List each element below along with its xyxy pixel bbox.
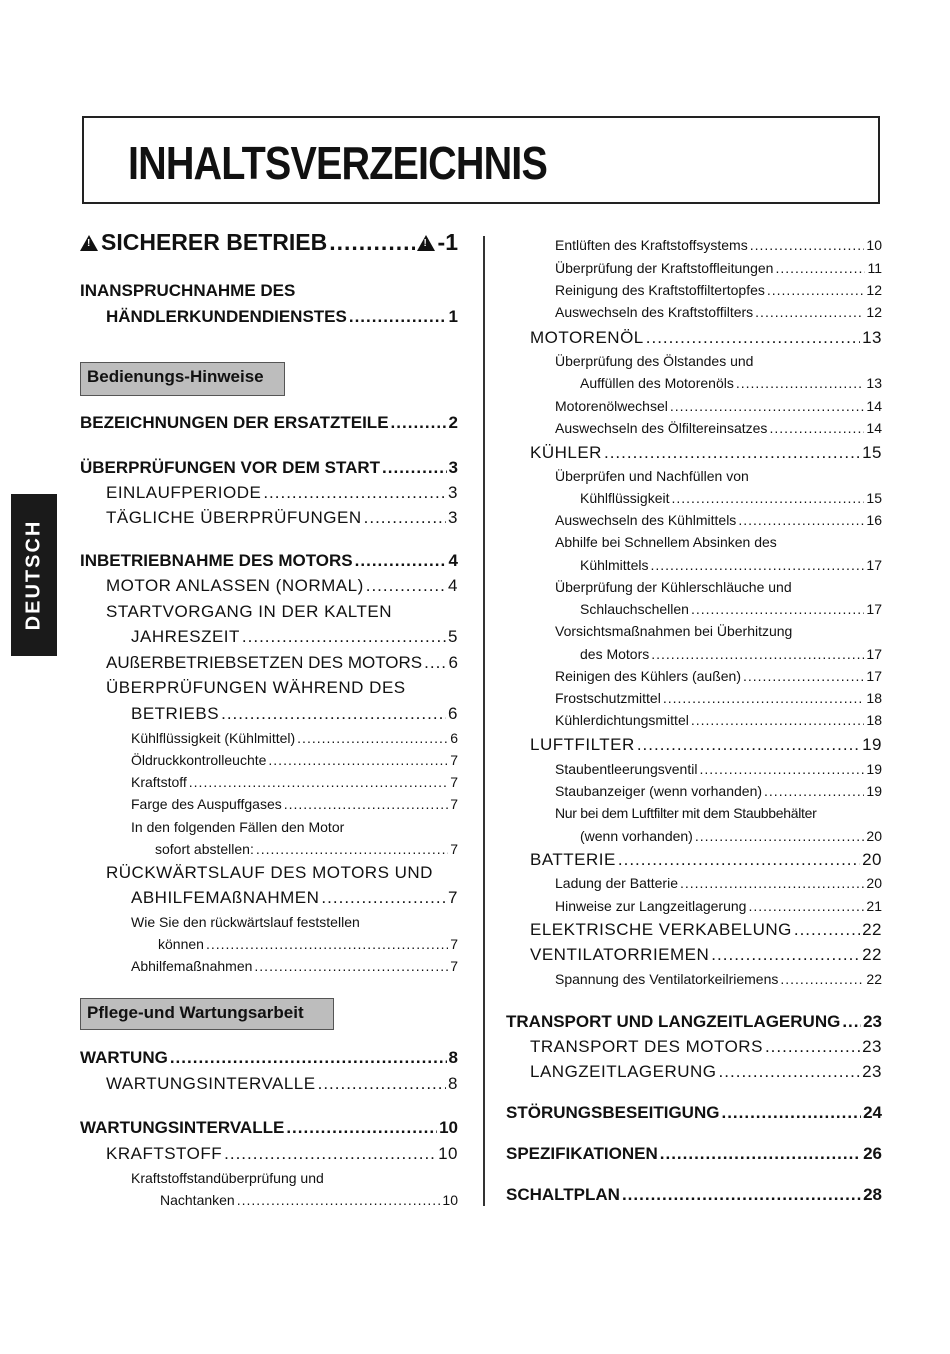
toc-entry-text: JAHRESZEIT bbox=[131, 627, 240, 646]
toc-entry-page: 7 bbox=[450, 841, 458, 857]
toc-entry[interactable] bbox=[555, 468, 749, 484]
toc-entry[interactable] bbox=[155, 841, 458, 857]
toc-entry-text: WARTUNG bbox=[80, 1048, 168, 1067]
toc-entry[interactable] bbox=[506, 1103, 882, 1123]
toc-entry-text: TRANSPORT DES MOTORS bbox=[530, 1037, 763, 1056]
toc-entry-page: 18 bbox=[866, 690, 882, 706]
toc-entry-page: 23 bbox=[862, 1037, 882, 1056]
toc-entry-page: 13 bbox=[862, 328, 882, 347]
leader-dots bbox=[775, 260, 865, 276]
leader-dots bbox=[604, 443, 860, 463]
leader-dots bbox=[221, 704, 446, 724]
toc-entry[interactable] bbox=[80, 551, 458, 571]
toc-entry-text: Wie Sie den rückwärtslauf feststellen bbox=[131, 914, 360, 930]
leader-dots bbox=[622, 1185, 861, 1205]
toc-entry-page: 22 bbox=[862, 945, 882, 964]
toc-entry[interactable] bbox=[555, 783, 882, 799]
leader-dots bbox=[691, 712, 865, 728]
toc-entry[interactable] bbox=[106, 307, 458, 327]
leader-dots bbox=[329, 229, 414, 256]
toc-entry-text: Schlauchschellen bbox=[580, 601, 689, 617]
leader-dots bbox=[660, 1144, 861, 1164]
toc-entry[interactable] bbox=[555, 534, 777, 550]
safety-page: -1 bbox=[437, 229, 458, 255]
toc-entry[interactable] bbox=[555, 623, 792, 639]
toc-entry-page: 15 bbox=[866, 490, 882, 506]
leader-dots bbox=[695, 828, 865, 844]
toc-entry-text: Staubanzeiger (wenn vorhanden) bbox=[555, 783, 763, 799]
toc-entry-page: 14 bbox=[866, 398, 882, 414]
toc-entry[interactable] bbox=[555, 353, 753, 369]
toc-entry[interactable] bbox=[131, 774, 458, 790]
leader-dots bbox=[382, 458, 447, 478]
toc-entry[interactable] bbox=[530, 328, 882, 348]
toc-entry-text: Vorsichtsmaßnahmen bei Überhitzung bbox=[555, 623, 793, 639]
leader-dots bbox=[842, 1012, 861, 1032]
toc-entry-text: Abhilfemaßnahmen bbox=[131, 958, 253, 974]
leader-dots bbox=[263, 483, 446, 503]
leader-dots bbox=[736, 375, 865, 391]
leader-dots bbox=[284, 796, 448, 812]
toc-entry-page: 17 bbox=[866, 601, 882, 617]
toc-entry-page: 6 bbox=[448, 704, 458, 723]
toc-entry[interactable] bbox=[580, 828, 882, 844]
leader-dots bbox=[318, 1074, 446, 1094]
toc-entry-text: WARTUNGSINTERVALLE bbox=[106, 1074, 316, 1093]
toc-entry-page: 26 bbox=[863, 1144, 882, 1163]
toc-entry-page: 6 bbox=[450, 730, 458, 746]
toc-entry-text: ÜBERPRÜFUNGEN WÄHREND DES bbox=[106, 678, 406, 697]
toc-entry-text: Reinigen des Kühlers (außen) bbox=[555, 668, 741, 684]
toc-entry-text: ÜBERPRÜFUNGEN VOR DEM START bbox=[80, 458, 381, 477]
toc-entry[interactable] bbox=[530, 1037, 882, 1057]
safety-title: SICHERER BETRIEB bbox=[101, 229, 328, 255]
toc-entry-text: VENTILATORRIEMEN bbox=[530, 945, 710, 964]
toc-entry-text: Überprüfung der Kühlerschläuche und bbox=[555, 579, 792, 595]
leader-dots bbox=[391, 413, 447, 433]
toc-entry-text: Abhilfe bei Schnellem Absinken des bbox=[555, 534, 777, 550]
toc-entry-text: In den folgenden Fällen den Motor bbox=[131, 819, 345, 835]
toc-entry-page: 23 bbox=[862, 1062, 882, 1081]
toc-entry-text: Auffüllen des Motorenöls bbox=[580, 375, 734, 391]
toc-entry-page: 8 bbox=[448, 1074, 458, 1093]
toc-entry[interactable] bbox=[580, 375, 882, 391]
leader-dots bbox=[189, 774, 448, 790]
toc-entry[interactable] bbox=[506, 1185, 882, 1205]
toc-entry-text: SCHALTPLAN bbox=[506, 1185, 620, 1204]
leader-dots bbox=[286, 1118, 437, 1138]
toc-entry[interactable] bbox=[80, 281, 295, 301]
toc-entry-text: Kraftstoffstandüberprüfung und bbox=[131, 1170, 324, 1186]
leader-dots bbox=[224, 1144, 436, 1164]
toc-entry[interactable] bbox=[506, 1012, 882, 1032]
warning-icon bbox=[80, 235, 98, 251]
leader-dots bbox=[321, 888, 446, 908]
toc-entry[interactable] bbox=[580, 557, 882, 573]
toc-entry-text: Nachtanken bbox=[160, 1192, 235, 1208]
toc-entry[interactable] bbox=[506, 1144, 882, 1164]
toc-entry-text: Auswechseln des Kühlmittels bbox=[555, 512, 737, 528]
leader-dots bbox=[794, 920, 860, 940]
toc-entry-page: 14 bbox=[866, 420, 882, 436]
toc-entry[interactable] bbox=[555, 237, 882, 253]
leader-dots bbox=[646, 328, 860, 348]
toc-entry-text: Überprüfung der Kraftstoffleitungen bbox=[555, 260, 774, 276]
toc-entry-text: BETRIEBS bbox=[131, 704, 220, 723]
toc-entry[interactable] bbox=[555, 668, 882, 684]
toc-entry[interactable] bbox=[131, 704, 458, 724]
toc-entry-text: des Motors bbox=[580, 646, 650, 662]
language-tab bbox=[11, 494, 57, 656]
toc-entry-text: MOTORENÖL bbox=[530, 328, 644, 347]
toc-entry-text: HÄNDLERKUNDENDIENSTES bbox=[106, 307, 347, 326]
toc-entry[interactable] bbox=[131, 888, 458, 908]
toc-entry-page: 7 bbox=[450, 936, 458, 952]
toc-entry[interactable] bbox=[131, 914, 360, 930]
toc-entry-text: SPEZIFIKATIONEN bbox=[506, 1144, 658, 1163]
toc-entry-page: 16 bbox=[866, 512, 882, 528]
toc-entry[interactable] bbox=[555, 761, 882, 777]
toc-entry[interactable] bbox=[106, 653, 458, 673]
toc-entry-text: Frostschutzmittel bbox=[555, 690, 661, 706]
leader-dots bbox=[670, 398, 865, 414]
toc-entry-text: TRANSPORT UND LANGZEITLAGERUNG bbox=[506, 1012, 841, 1031]
toc-entry-page: 3 bbox=[448, 483, 458, 502]
toc-entry-page: 3 bbox=[448, 458, 458, 477]
leader-dots bbox=[765, 1037, 860, 1057]
toc-entry-page: 6 bbox=[448, 653, 458, 672]
toc-entry-page: 10 bbox=[442, 1192, 458, 1208]
leader-dots bbox=[268, 752, 448, 768]
toc-entry-page: 2 bbox=[448, 413, 458, 432]
toc-entry[interactable] bbox=[131, 627, 458, 647]
toc-entry-text: INBETRIEBNAHME DES MOTORS bbox=[80, 551, 353, 570]
toc-entry-page: 4 bbox=[448, 551, 458, 570]
section-header-bedienung bbox=[80, 362, 285, 396]
toc-entry[interactable] bbox=[555, 805, 817, 821]
toc-entry[interactable] bbox=[106, 602, 392, 622]
toc-entry-text: Farge des Auspuffgases bbox=[131, 796, 282, 812]
leader-dots bbox=[748, 898, 864, 914]
title-box bbox=[82, 116, 880, 204]
leader-dots bbox=[691, 601, 864, 617]
toc-entry[interactable] bbox=[80, 1118, 458, 1138]
leader-dots bbox=[618, 850, 860, 870]
toc-entry-page: 17 bbox=[866, 557, 882, 573]
toc-entry[interactable] bbox=[555, 579, 792, 595]
leader-dots bbox=[680, 875, 864, 891]
toc-entry-text: können bbox=[158, 936, 204, 952]
section-header-label: Bedienungs-Hinweise bbox=[87, 367, 264, 386]
toc-entry[interactable] bbox=[580, 601, 882, 617]
leader-dots bbox=[699, 761, 864, 777]
toc-entry[interactable] bbox=[106, 483, 458, 503]
toc-entry-page: 20 bbox=[866, 828, 882, 844]
toc-entry-text: TÄGLICHE ÜBERPRÜFUNGEN bbox=[106, 508, 362, 527]
toc-entry-page: 23 bbox=[863, 1012, 882, 1031]
toc-entry-page: 19 bbox=[862, 735, 882, 754]
toc-entry[interactable] bbox=[160, 1192, 458, 1208]
toc-entry[interactable] bbox=[555, 304, 882, 320]
toc-entry-text: KÜHLER bbox=[530, 443, 602, 462]
toc-entry[interactable] bbox=[555, 420, 882, 436]
leader-dots bbox=[355, 551, 447, 571]
toc-entry-page: 7 bbox=[450, 796, 458, 812]
leader-dots bbox=[297, 730, 448, 746]
leader-dots bbox=[780, 971, 864, 987]
toc-entry[interactable] bbox=[555, 875, 882, 891]
toc-entry-text: Überprüfen und Nachfüllen von bbox=[555, 468, 749, 484]
section-header-pflege bbox=[80, 998, 334, 1030]
toc-entry[interactable] bbox=[555, 712, 882, 728]
leader-dots bbox=[755, 304, 864, 320]
toc-entry-text: MOTOR ANLASSEN (NORMAL) bbox=[106, 576, 364, 595]
toc-entry[interactable] bbox=[555, 282, 882, 298]
toc-entry-text: Ladung der Batterie bbox=[555, 875, 678, 891]
toc-entry-text: Auswechseln des Kraftstoffilters bbox=[555, 304, 754, 320]
toc-entry-text: Hinweise zur Langzeitlagerung bbox=[555, 898, 747, 914]
leader-dots bbox=[721, 1103, 861, 1123]
toc-entry[interactable] bbox=[106, 1144, 458, 1164]
toc-entry-page: 15 bbox=[862, 443, 882, 462]
toc-entry-page: 3 bbox=[448, 508, 458, 527]
toc-entry-text: RÜCKWÄRTSLAUF DES MOTORS UND bbox=[106, 863, 433, 882]
toc-entry-text: Überprüfung des Ölstandes und bbox=[555, 353, 754, 369]
leader-dots bbox=[242, 627, 446, 647]
toc-entry[interactable] bbox=[106, 576, 458, 596]
toc-entry[interactable] bbox=[131, 819, 344, 835]
toc-entry-text: Kraftstoff bbox=[131, 774, 187, 790]
toc-entry[interactable] bbox=[158, 936, 458, 952]
leader-dots bbox=[366, 576, 446, 596]
leader-dots bbox=[237, 1192, 441, 1208]
leader-dots bbox=[206, 936, 448, 952]
toc-entry[interactable] bbox=[530, 1062, 882, 1082]
toc-entry-text: Kühlflüssigkeit (Kühlmittel) bbox=[131, 730, 296, 746]
language-tab-label: DEUTSCH bbox=[22, 519, 45, 631]
toc-entry[interactable] bbox=[555, 398, 882, 414]
toc-entry-text: WARTUNGSINTERVALLE bbox=[80, 1118, 285, 1137]
toc-entry-text: ELEKTRISCHE VERKABELUNG bbox=[530, 920, 792, 939]
toc-entry-text: BEZEICHNUNGEN DER ERSATZTEILE bbox=[80, 413, 389, 432]
toc-entry-page: 28 bbox=[863, 1185, 882, 1204]
toc-entry[interactable] bbox=[555, 898, 882, 914]
toc-entry-page: 18 bbox=[866, 712, 882, 728]
toc-entry[interactable] bbox=[555, 971, 882, 987]
toc-entry-text: sofort abstellen: bbox=[155, 841, 254, 857]
leader-dots bbox=[767, 282, 865, 298]
toc-entry-text: Spannung des Ventilatorkeilriemens bbox=[555, 971, 779, 987]
toc-entry-text: AUßERBETRIEBSETZEN DES MOTORS bbox=[106, 653, 423, 672]
leader-dots bbox=[738, 512, 864, 528]
toc-entry-text: Motorenölwechsel bbox=[555, 398, 668, 414]
toc-entry-page: 17 bbox=[866, 646, 882, 662]
toc-entry-page: 12 bbox=[866, 304, 882, 320]
toc-entry-page: 17 bbox=[866, 668, 882, 684]
toc-entry-text: Kühlflüssigkeit bbox=[580, 490, 670, 506]
toc-entry-page: 4 bbox=[448, 576, 458, 595]
toc-entry-text: LANGZEITLAGERUNG bbox=[530, 1062, 717, 1081]
toc-entry-text: ABHILFEMAßNAHMEN bbox=[131, 888, 320, 907]
toc-entry[interactable] bbox=[530, 443, 882, 463]
leader-dots bbox=[637, 735, 860, 755]
leader-dots bbox=[364, 508, 446, 528]
toc-entry[interactable] bbox=[106, 678, 406, 698]
toc-entry-text: Entlüften des Kraftstoffsystems bbox=[555, 237, 748, 253]
warning-icon bbox=[417, 235, 435, 251]
toc-entry-page: 10 bbox=[439, 1118, 458, 1137]
toc-entry-page: 19 bbox=[866, 761, 882, 777]
leader-dots bbox=[650, 557, 864, 573]
toc-entry-page: 20 bbox=[866, 875, 882, 891]
toc-entry[interactable] bbox=[530, 920, 882, 940]
toc-entry-page: 21 bbox=[866, 898, 882, 914]
leader-dots bbox=[424, 653, 446, 673]
leader-dots bbox=[349, 307, 447, 327]
leader-dots bbox=[750, 237, 865, 253]
column-divider bbox=[483, 236, 485, 1206]
leader-dots bbox=[254, 958, 448, 974]
toc-entry[interactable] bbox=[555, 690, 882, 706]
leader-dots bbox=[769, 420, 864, 436]
toc-entry-text: KRAFTSTOFF bbox=[106, 1144, 223, 1163]
toc-entry[interactable] bbox=[106, 1074, 458, 1094]
toc-entry-page: 7 bbox=[450, 752, 458, 768]
toc-entry-page: 22 bbox=[862, 920, 882, 939]
toc-entry-page: 10 bbox=[866, 237, 882, 253]
toc-entry-text: Kühlmittels bbox=[580, 557, 649, 573]
leader-dots bbox=[711, 945, 860, 965]
toc-entry-text: Auswechseln des Ölfiltereinsatzes bbox=[555, 420, 768, 436]
toc-entry-text: STARTVORGANG IN DER KALTEN bbox=[106, 602, 392, 621]
toc-entry-page: 19 bbox=[866, 783, 882, 799]
toc-entry-page: 7 bbox=[450, 774, 458, 790]
toc-entry-page: 10 bbox=[438, 1144, 458, 1163]
leader-dots bbox=[719, 1062, 861, 1082]
toc-entry-text: BATTERIE bbox=[530, 850, 616, 869]
toc-entry-text: Kühlerdichtungsmittel bbox=[555, 712, 689, 728]
toc-entry[interactable] bbox=[80, 1048, 458, 1068]
toc-entry-page: 8 bbox=[448, 1048, 458, 1067]
toc-entry-text: STÖRUNGSBESEITIGUNG bbox=[506, 1103, 720, 1122]
toc-entry-text: EINLAUFPERIODE bbox=[106, 483, 262, 502]
toc-entry[interactable] bbox=[80, 413, 458, 433]
toc-entry-text: LUFTFILTER bbox=[530, 735, 635, 754]
toc-entry[interactable] bbox=[131, 1170, 324, 1186]
toc-entry[interactable] bbox=[106, 508, 458, 528]
toc-entry-page: 12 bbox=[866, 282, 882, 298]
toc-entry-text: Staubentleerungsventil bbox=[555, 761, 698, 777]
toc-entry-page: 7 bbox=[450, 958, 458, 974]
toc-entry[interactable] bbox=[131, 958, 458, 974]
toc-entry-page: 22 bbox=[866, 971, 882, 987]
leader-dots bbox=[651, 646, 864, 662]
leader-dots bbox=[672, 490, 865, 506]
toc-entry-text: INANSPRUCHNAHME DES bbox=[80, 281, 296, 300]
safety-entry[interactable] bbox=[80, 229, 458, 256]
leader-dots bbox=[663, 690, 865, 706]
toc-entry-text: Nur bei dem Luftfilter mit dem Staubbehälter bbox=[555, 805, 817, 821]
toc-entry[interactable] bbox=[580, 646, 882, 662]
toc-entry-page: 13 bbox=[866, 375, 882, 391]
toc-entry[interactable] bbox=[555, 260, 882, 276]
leader-dots bbox=[764, 783, 864, 799]
leader-dots bbox=[170, 1048, 447, 1068]
toc-entry[interactable] bbox=[580, 490, 882, 506]
toc-entry-text: (wenn vorhanden) bbox=[580, 828, 693, 844]
toc-entry[interactable] bbox=[530, 945, 882, 965]
toc-entry-text: Öldruckkontrolleuchte bbox=[131, 752, 267, 768]
toc-entry[interactable] bbox=[530, 735, 882, 755]
toc-entry-page: 20 bbox=[862, 850, 882, 869]
page-title: INHALTSVERZEICHNIS bbox=[128, 137, 547, 189]
toc-entry[interactable] bbox=[555, 512, 882, 528]
toc-entry-text: Reinigung des Kraftstoffiltertopfes bbox=[555, 282, 765, 298]
toc-entry-page: 5 bbox=[448, 627, 458, 646]
toc-entry[interactable] bbox=[80, 458, 458, 478]
toc-entry-page: 24 bbox=[863, 1103, 882, 1122]
toc-entry-page: 1 bbox=[448, 307, 458, 326]
toc-entry[interactable] bbox=[131, 752, 458, 768]
toc-entry[interactable] bbox=[131, 796, 458, 812]
toc-entry[interactable] bbox=[106, 863, 433, 883]
toc-entry-page: 7 bbox=[448, 888, 458, 907]
toc-entry-page: 11 bbox=[867, 260, 882, 276]
leader-dots bbox=[256, 841, 448, 857]
toc-entry[interactable] bbox=[131, 730, 458, 746]
section-header-label: Pflege-und Wartungsarbeit bbox=[87, 1003, 304, 1022]
toc-entry[interactable] bbox=[530, 850, 882, 870]
leader-dots bbox=[743, 668, 864, 684]
